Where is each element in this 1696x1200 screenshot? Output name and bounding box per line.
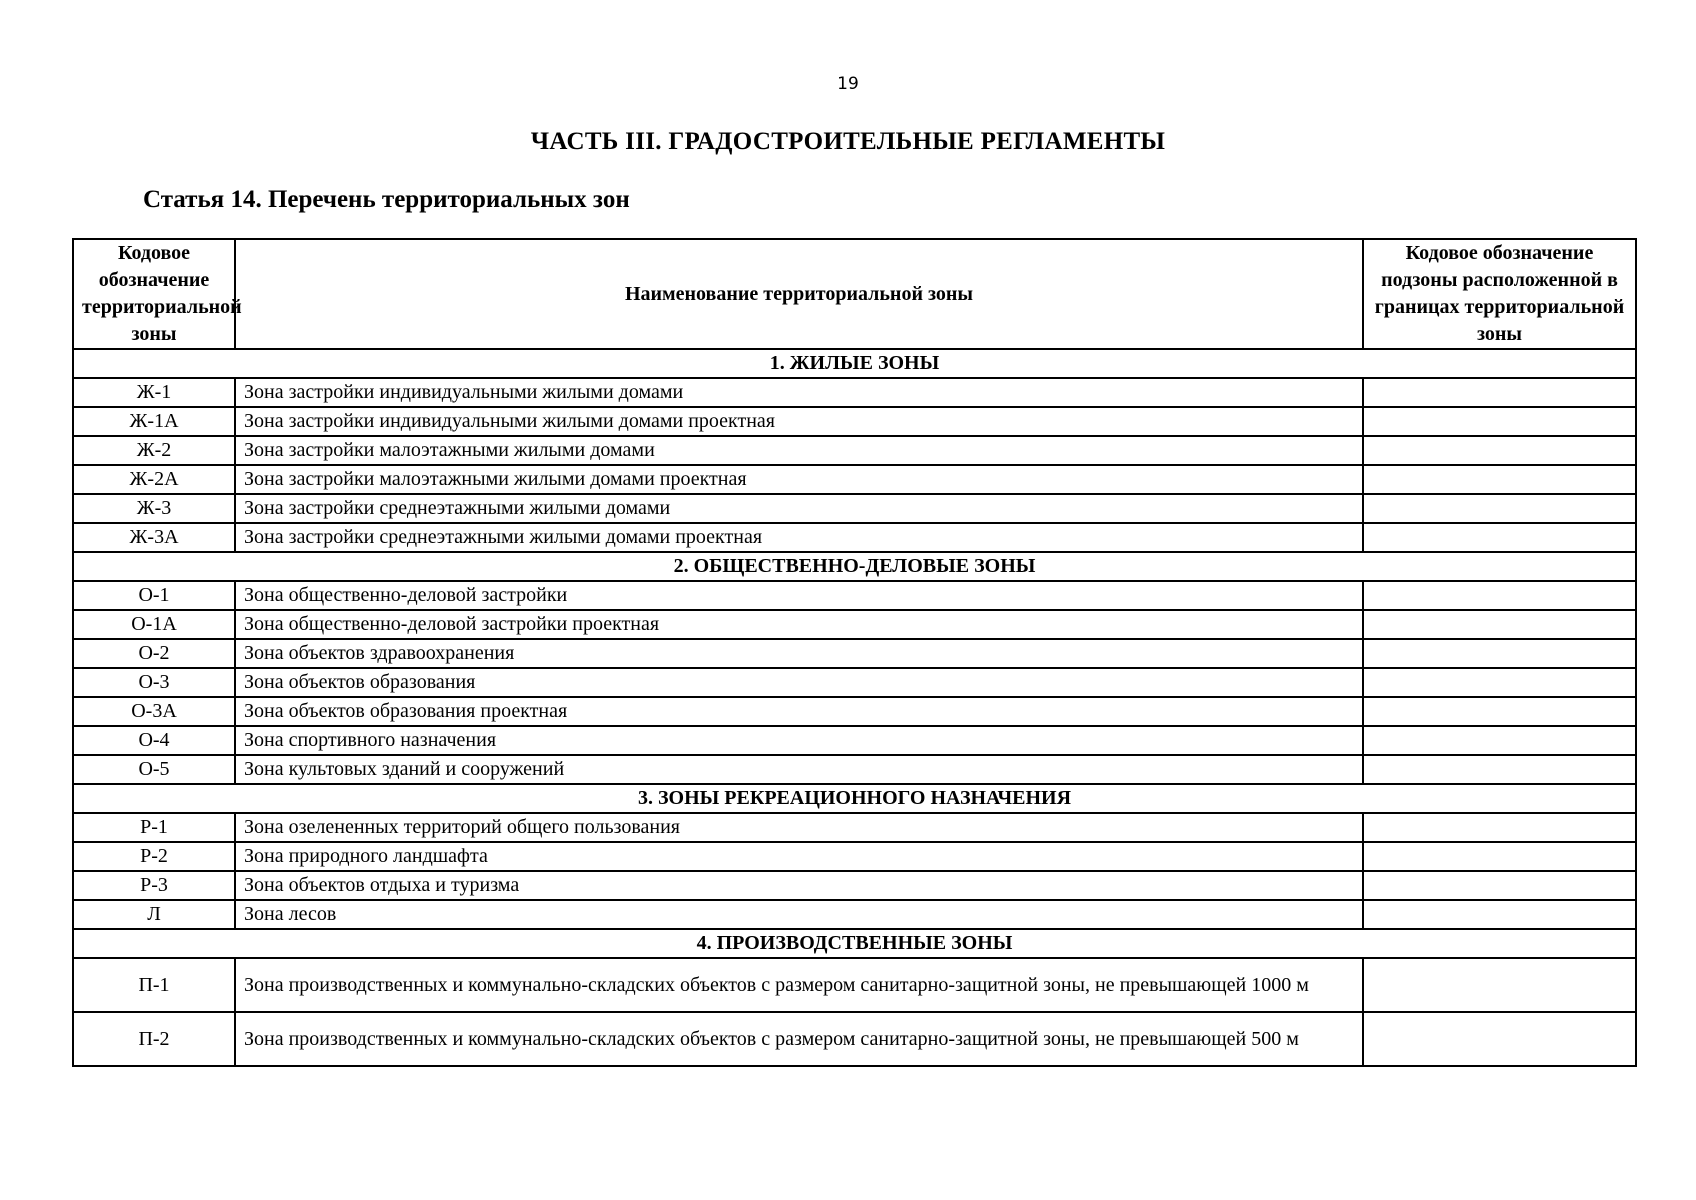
table-row xyxy=(73,1012,1636,1066)
subzone-code xyxy=(1363,378,1636,407)
header-name: Наименование территориальной зоны xyxy=(235,239,1363,349)
subzone-code xyxy=(1363,871,1636,900)
zone-name: Зона производственных и коммунально-складских объектов с размером санитарно-защитной зоны, не превышающей 1000 м xyxy=(235,958,1363,1012)
zone-code: Ж-3А xyxy=(73,523,235,552)
table-row xyxy=(73,494,1636,523)
table-row xyxy=(73,639,1636,668)
zone-name: Зона природного ландшафта xyxy=(235,842,1363,871)
subzone-code xyxy=(1363,697,1636,726)
section-row xyxy=(73,929,1636,958)
table-row xyxy=(73,842,1636,871)
section-row xyxy=(73,784,1636,813)
table-row xyxy=(73,581,1636,610)
zone-code: Р-2 xyxy=(73,842,235,871)
header-subzone: Кодовое обозначение подзоны расположенной в границах территориальной зоны xyxy=(1363,239,1636,349)
table-row xyxy=(73,465,1636,494)
zone-code: О-3 xyxy=(73,668,235,697)
subzone-code xyxy=(1363,813,1636,842)
header-code: Кодовое обозначение территориальной зоны xyxy=(73,239,235,349)
subzone-code xyxy=(1363,842,1636,871)
subzone-code xyxy=(1363,610,1636,639)
section-title: 3. ЗОНЫ РЕКРЕАЦИОННОГО НАЗНАЧЕНИЯ xyxy=(73,784,1636,813)
subzone-code xyxy=(1363,465,1636,494)
subzone-code xyxy=(1363,494,1636,523)
zone-name: Зона застройки среднеэтажными жилыми домами xyxy=(235,494,1363,523)
zone-name: Зона культовых зданий и сооружений xyxy=(235,755,1363,784)
page-number: 19 xyxy=(837,74,859,94)
zones-table xyxy=(72,238,1637,1067)
zone-name: Зона лесов xyxy=(235,900,1363,929)
subzone-code xyxy=(1363,900,1636,929)
table-row xyxy=(73,900,1636,929)
part-title: ЧАСТЬ III. ГРАДОСТРОИТЕЛЬНЫЕ РЕГЛАМЕНТЫ xyxy=(530,128,1166,155)
section-row xyxy=(73,349,1636,378)
zone-code: П-2 xyxy=(73,1012,235,1066)
zone-name: Зона объектов образования проектная xyxy=(235,697,1363,726)
section-title: 4. ПРОИЗВОДСТВЕННЫЕ ЗОНЫ xyxy=(73,929,1636,958)
table-row xyxy=(73,378,1636,407)
zone-code: О-3А xyxy=(73,697,235,726)
zone-name: Зона объектов отдыха и туризма xyxy=(235,871,1363,900)
section-title: 1. ЖИЛЫЕ ЗОНЫ xyxy=(73,349,1636,378)
subzone-code xyxy=(1363,407,1636,436)
subzone-code xyxy=(1363,958,1636,1012)
zone-code: Р-3 xyxy=(73,871,235,900)
zone-name: Зона объектов образования xyxy=(235,668,1363,697)
table-row xyxy=(73,726,1636,755)
subzone-code xyxy=(1363,581,1636,610)
zone-code: О-4 xyxy=(73,726,235,755)
zone-code: Р-1 xyxy=(73,813,235,842)
table-row xyxy=(73,697,1636,726)
zone-name: Зона объектов здравоохранения xyxy=(235,639,1363,668)
subzone-code xyxy=(1363,668,1636,697)
subzone-code xyxy=(1363,755,1636,784)
zone-code: О-1А xyxy=(73,610,235,639)
subzone-code xyxy=(1363,523,1636,552)
zone-code: Л xyxy=(73,900,235,929)
zone-code: П-1 xyxy=(73,958,235,1012)
table-header-row xyxy=(73,239,1636,349)
subzone-code xyxy=(1363,726,1636,755)
section-title: 2. ОБЩЕСТВЕННО-ДЕЛОВЫЕ ЗОНЫ xyxy=(73,552,1636,581)
zone-name: Зона застройки малоэтажными жилыми домами проектная xyxy=(235,465,1363,494)
table-row xyxy=(73,755,1636,784)
zone-code: Ж-3 xyxy=(73,494,235,523)
zones-table-body xyxy=(73,349,1636,1066)
zone-code: Ж-1А xyxy=(73,407,235,436)
subzone-code xyxy=(1363,639,1636,668)
subzone-code xyxy=(1363,1012,1636,1066)
section-row xyxy=(73,552,1636,581)
zone-name: Зона озелененных территорий общего пользования xyxy=(235,813,1363,842)
subzone-code xyxy=(1363,436,1636,465)
table-row xyxy=(73,523,1636,552)
zone-name: Зона общественно-деловой застройки xyxy=(235,581,1363,610)
table-row xyxy=(73,871,1636,900)
zone-code: Ж-2 xyxy=(73,436,235,465)
zone-code: Ж-2А xyxy=(73,465,235,494)
zone-name: Зона производственных и коммунально-складских объектов с размером санитарно-защитной зоны, не превышающей 500 м xyxy=(235,1012,1363,1066)
table-row xyxy=(73,668,1636,697)
zone-name: Зона спортивного назначения xyxy=(235,726,1363,755)
zone-name: Зона застройки индивидуальными жилыми домами проектная xyxy=(235,407,1363,436)
zone-code: О-5 xyxy=(73,755,235,784)
zone-code: Ж-1 xyxy=(73,378,235,407)
zone-name: Зона застройки среднеэтажными жилыми домами проектная xyxy=(235,523,1363,552)
table-row xyxy=(73,436,1636,465)
zone-name: Зона застройки малоэтажными жилыми домами xyxy=(235,436,1363,465)
zone-name: Зона застройки индивидуальными жилыми домами xyxy=(235,378,1363,407)
zone-name: Зона общественно-деловой застройки проектная xyxy=(235,610,1363,639)
zone-code: О-2 xyxy=(73,639,235,668)
table-row xyxy=(73,813,1636,842)
article-title: Статья 14. Перечень территориальных зон xyxy=(143,186,630,213)
zone-code: О-1 xyxy=(73,581,235,610)
table-row xyxy=(73,958,1636,1012)
table-row xyxy=(73,610,1636,639)
table-row xyxy=(73,407,1636,436)
